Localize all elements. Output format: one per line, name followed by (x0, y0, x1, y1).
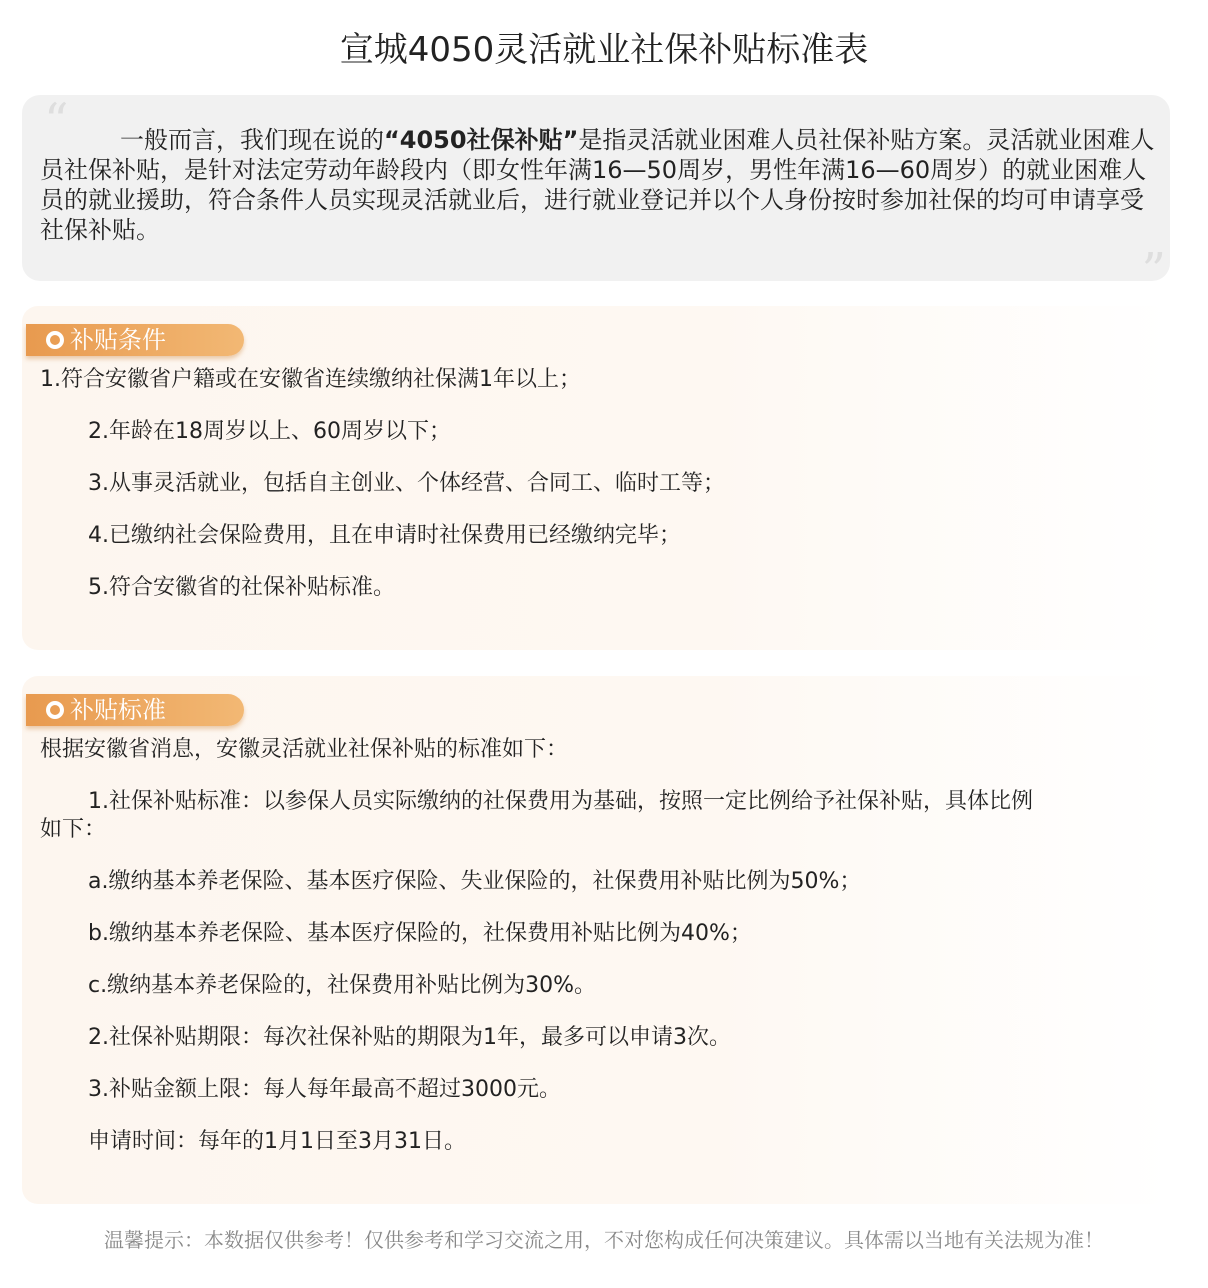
standards-tag (26, 694, 244, 726)
close-quote-icon: ” (1141, 243, 1166, 299)
apply-time: 申请时间：每年的1月1日至3月31日。 (88, 1129, 466, 1154)
standard-sub-b: b.缴纳基本养老保险、基本医疗保险的，社保费用补贴比例为40%； (88, 921, 752, 946)
circle-icon (46, 701, 64, 719)
condition-item: 1.符合安徽省户籍或在安徽省连续缴纳社保满1年以上； (40, 367, 581, 392)
standards-lead: 根据安徽省消息，安徽灵活就业社保补贴的标准如下： (40, 737, 569, 762)
conditions-tag-label: 补贴条件 (70, 326, 166, 354)
standard-item-1-line2: 如下： (40, 817, 107, 842)
page-title: 宣城4050灵活就业社保补贴标准表 (339, 30, 869, 70)
condition-item: 5.符合安徽省的社保补贴标准。 (88, 575, 395, 600)
standards-section (22, 676, 1170, 1204)
standard-sub-a: a.缴纳基本养老保险、基本医疗保险、失业保险的，社保费用补贴比例为50%； (88, 869, 862, 894)
condition-item: 2.年龄在18周岁以上、60周岁以下； (88, 419, 451, 444)
standard-item-3: 3.补贴金额上限：每人每年最高不超过3000元。 (88, 1077, 561, 1102)
intro-paragraph (40, 125, 1155, 245)
conditions-section (22, 306, 1170, 650)
condition-item: 3.从事灵活就业，包括自主创业、个体经营、合同工、临时工等； (88, 471, 725, 496)
standard-item-1-line1: 1.社保补贴标准：以参保人员实际缴纳的社保费用为基础，按照一定比例给予社保补贴，具体比例 (88, 789, 1033, 814)
intro-suffix: 是指灵活就业困难人员社保补贴方案。灵活就业困难人员社保补贴，是针对法定劳动年龄段内（即女性年满16—50周岁，男性年满16—60周岁）的就业困难人员的就业援助，符合条件人员实现灵活就业后，进行就业登记并以个人身份按时参加社保的均可申请享受社保补贴。 (40, 126, 1155, 244)
circle-icon (46, 331, 64, 349)
intro-strong: “4050社保补贴” (384, 126, 579, 154)
standard-item-2: 2.社保补贴期限：每次社保补贴的期限为1年，最多可以申请3次。 (88, 1025, 731, 1050)
conditions-tag (26, 324, 244, 356)
open-quote-icon: “ (44, 93, 69, 149)
standards-tag-label: 补贴标准 (70, 696, 166, 724)
condition-item: 4.已缴纳社会保险费用，且在申请时社保费用已经缴纳完毕； (88, 523, 681, 548)
intro-box (22, 93, 1170, 299)
intro-prefix: 一般而言，我们现在说的 (120, 126, 384, 154)
standard-sub-c: c.缴纳基本养老保险的，社保费用补贴比例为30%。 (88, 973, 596, 998)
footer-note: 温馨提示：本数据仅供参考！仅供参考和学习交流之用，不对您构成任何决策建议。具体需以当地有关法规为准！ (104, 1228, 1104, 1252)
